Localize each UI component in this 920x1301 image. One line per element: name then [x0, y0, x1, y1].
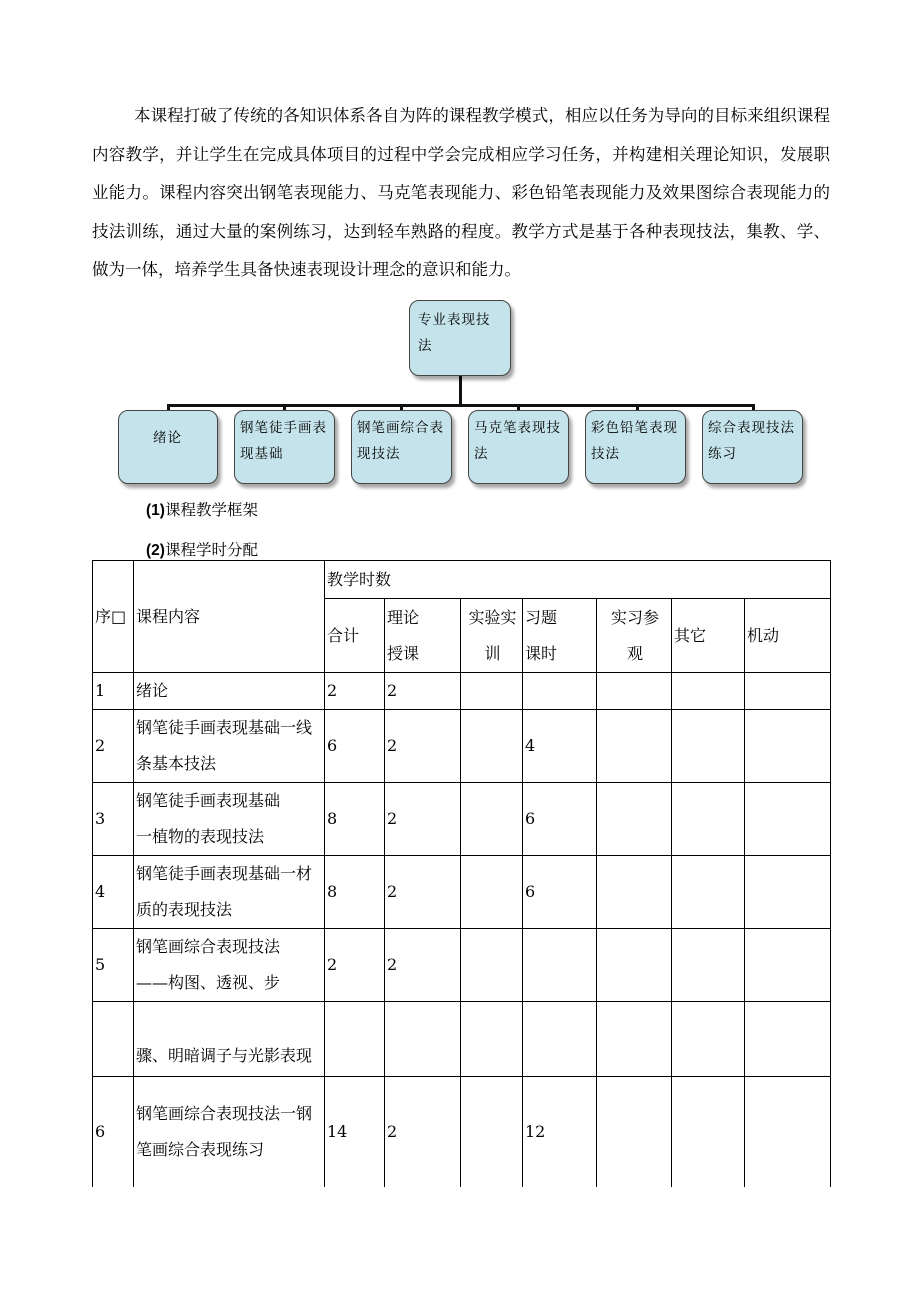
cell-no: 1 [93, 673, 134, 710]
header-teaching-hours: 教学时数 [325, 561, 831, 599]
cell-flex [745, 1002, 831, 1077]
cell-content [134, 1002, 325, 1077]
chart-drop-line [517, 404, 520, 412]
caption-text: 课程教学框架 [164, 502, 258, 519]
cell-theory: 2 [385, 673, 461, 710]
chart-drop-line [636, 404, 639, 412]
table-row [93, 783, 831, 856]
header-line: 实习参 [610, 607, 659, 627]
header-line: 观 [626, 643, 643, 663]
cell-content [134, 673, 325, 710]
cell-no: 5 [93, 929, 134, 1002]
chart-child-box: 钢笔徒手画表现基础 [234, 410, 335, 484]
cell-other [672, 929, 745, 1002]
cell-visit [597, 673, 672, 710]
header-total: 合计 [325, 599, 385, 673]
header-theory [385, 599, 461, 673]
header-flex: 机动 [745, 599, 831, 673]
cell-theory: 2 [385, 783, 461, 856]
cell-other [672, 1077, 745, 1187]
cell-no: 4 [93, 856, 134, 929]
intro-paragraph: 本课程打破了传统的各知识体系各自为阵的课程教学模式，相应以任务为导向的目标来组织课程内容教学，并让学生在完成具体项目的过程中学会完成相应学习任务，并构建相关理论知识，发展职业能力。课程内容突出钢笔表现能力、马克笔表现能力、彩色铅笔表现能力及效果图综合表现能力的技法训练，通过大量的案例练习，达到轻车熟路的程度。教学方式是基于各种表现技法，集教、学、做为一体，培养学生具备快速表现设计理念的意识和能力。 [92, 106, 830, 279]
cell-flex [745, 1077, 831, 1187]
cell-no: 6 [93, 1077, 134, 1187]
cell-no: 2 [93, 710, 134, 783]
content-line: 钢笔画综合表现技法一钢 [136, 1103, 313, 1123]
chart-child-box: 综合表现技法练习 [702, 410, 803, 484]
cell-no: 3 [93, 783, 134, 856]
header-line: 理论 [387, 607, 420, 627]
cell-lab [461, 783, 523, 856]
cell-visit [597, 710, 672, 783]
cell-other [672, 856, 745, 929]
caption-text: 课程学时分配 [164, 542, 258, 559]
cell-other [672, 1002, 745, 1077]
cell-theory: 2 [385, 1077, 461, 1187]
cell-other [672, 710, 745, 783]
table-row [93, 1002, 831, 1077]
chart-child-box: 彩色铅笔表现技法 [585, 410, 686, 484]
cell-exercise: 6 [523, 783, 597, 856]
hours-table [92, 560, 831, 1187]
caption-hours [146, 538, 258, 560]
content-line: ——构图、透视、步 [136, 973, 281, 992]
header-seq: 序□ [93, 561, 134, 673]
cell-lab [461, 1077, 523, 1187]
cell-lab [461, 856, 523, 929]
cell-theory [385, 1002, 461, 1077]
chart-child-box: 钢笔画综合表现技法 [351, 410, 452, 484]
content-line: 钢笔画综合表现技法 [136, 937, 281, 956]
cell-total: 8 [325, 856, 385, 929]
header-line: 训 [484, 643, 501, 663]
cell-exercise [523, 929, 597, 1002]
header-line: 课时 [525, 643, 558, 663]
content-line: 笔画综合表现练习 [136, 1139, 265, 1159]
table-row [93, 1077, 831, 1187]
cell-other [672, 783, 745, 856]
cell-total: 6 [325, 710, 385, 783]
cell-exercise: 6 [523, 856, 597, 929]
cell-exercise [523, 673, 597, 710]
header-visit [597, 599, 672, 673]
chart-bar-line [167, 404, 755, 407]
chart-drop-line [167, 404, 170, 412]
chart-root-box: 专业表现技法 [409, 300, 511, 376]
cell-visit [597, 783, 672, 856]
header-line: 实验实 [468, 607, 517, 627]
cell-total: 2 [325, 673, 385, 710]
cell-content [134, 929, 325, 1002]
cell-total: 2 [325, 929, 385, 1002]
cell-content [134, 710, 325, 783]
header-content: 课程内容 [134, 561, 325, 673]
cell-theory: 2 [385, 710, 461, 783]
cell-lab [461, 1002, 523, 1077]
cell-flex [745, 710, 831, 783]
chart-stem-line [459, 376, 462, 406]
cell-flex [745, 929, 831, 1002]
cell-lab [461, 710, 523, 783]
cell-theory: 2 [385, 929, 461, 1002]
content-line: 骤、明暗调子与光影表现 [136, 1046, 313, 1065]
table-row [93, 856, 831, 929]
cell-visit [597, 856, 672, 929]
content-line: 钢笔徒手画表现基础一材 [136, 864, 313, 883]
content-line: 一植物的表现技法 [136, 827, 265, 846]
cell-flex [745, 856, 831, 929]
header-exercise [523, 599, 597, 673]
cell-total: 14 [325, 1077, 385, 1187]
cell-content [134, 856, 325, 929]
cell-theory: 2 [385, 856, 461, 929]
header-line: 习题 [525, 607, 558, 627]
cell-flex [745, 783, 831, 856]
cell-total [325, 1002, 385, 1077]
header-lab [461, 599, 523, 673]
table-row [93, 673, 831, 710]
caption-framework [146, 498, 258, 520]
cell-total: 8 [325, 783, 385, 856]
cell-visit [597, 1002, 672, 1077]
cell-content [134, 783, 325, 856]
cell-flex [745, 673, 831, 710]
cell-lab [461, 929, 523, 1002]
cell-other [672, 673, 745, 710]
cell-no [93, 1002, 134, 1077]
content-line: 钢笔徒手画表现基础 [136, 791, 281, 810]
chart-drop-line [400, 404, 403, 412]
header-line: 授课 [387, 643, 420, 663]
cell-exercise: 12 [523, 1077, 597, 1187]
cell-lab [461, 673, 523, 710]
content-line: 绪论 [136, 681, 169, 700]
cell-visit [597, 929, 672, 1002]
chart-drop-line [283, 404, 286, 412]
caption-number: (2) [146, 542, 165, 559]
caption-number: (1) [146, 502, 165, 519]
header-other: 其它 [672, 599, 745, 673]
chart-child-box: 马克笔表现技法 [468, 410, 569, 484]
cell-visit [597, 1077, 672, 1187]
cell-exercise: 4 [523, 710, 597, 783]
chart-child-box: 绪论 [118, 410, 218, 484]
content-line: 钢笔徒手画表现基础一线 [136, 718, 313, 737]
cell-exercise [523, 1002, 597, 1077]
content-line: 质的表现技法 [136, 900, 233, 919]
chart-drop-line [752, 404, 755, 412]
table-row [93, 929, 831, 1002]
cell-content [134, 1077, 325, 1187]
table-row [93, 710, 831, 783]
content-line: 条基本技法 [136, 754, 217, 773]
